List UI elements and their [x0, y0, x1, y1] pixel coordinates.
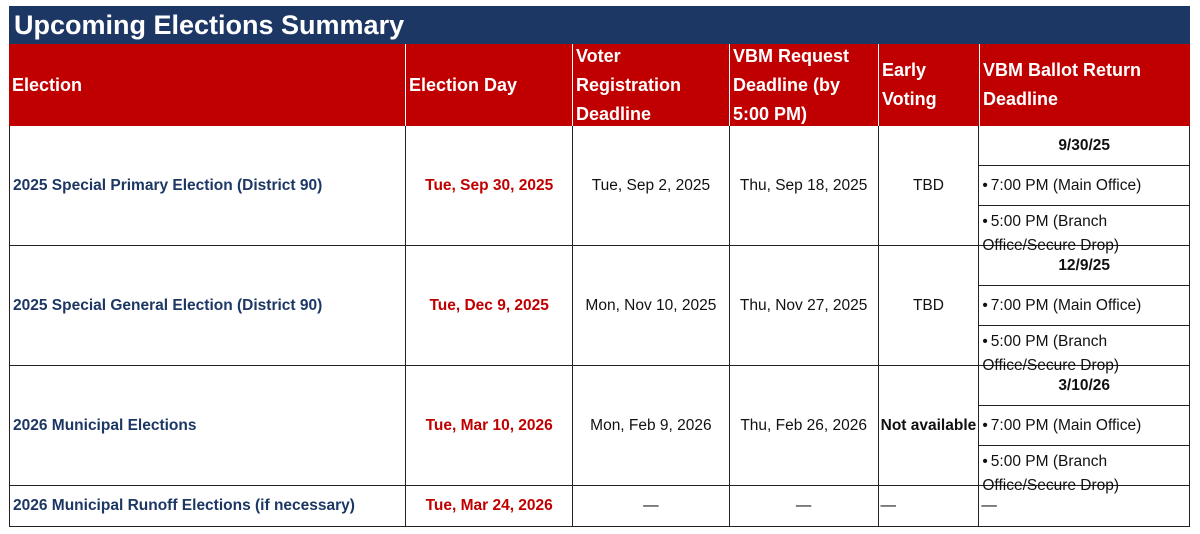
- vbm-return-deadline: [979, 246, 1189, 374]
- election-day: Tue, Sep 30, 2025: [406, 126, 573, 245]
- vbm-request-deadline: —: [730, 486, 879, 526]
- table-row: [10, 486, 1189, 527]
- return-date: 12/9/25: [979, 246, 1189, 286]
- early-voting: Not available: [879, 366, 980, 485]
- bullet: •: [982, 333, 988, 350]
- early-voting: TBD: [879, 126, 980, 245]
- return-main-office: [979, 166, 1189, 206]
- voter-registration-deadline: Tue, Sep 2, 2025: [573, 126, 730, 245]
- election-name: 2026 Municipal Elections: [10, 366, 406, 485]
- header-election-day: Election Day: [406, 44, 573, 126]
- return-branch-office: [979, 326, 1189, 374]
- return-main-label: 7:00 PM (Main Office): [990, 176, 1142, 194]
- return-branch-label: 5:00 PM (Branch Office/Secure Drop): [982, 453, 1120, 494]
- return-branch-office: [979, 206, 1189, 254]
- table-header: [9, 44, 1190, 126]
- header-vbm-request-deadline: VBM Request Deadline (by 5:00 PM): [730, 44, 879, 126]
- bullet: •: [982, 296, 988, 314]
- table-row: [10, 366, 1189, 494]
- return-branch-office: [979, 446, 1189, 494]
- election-day: Tue, Mar 10, 2026: [406, 366, 573, 485]
- return-branch-label: 5:00 PM (Branch Office/Secure Drop): [982, 213, 1120, 254]
- election-day: Tue, Mar 24, 2026: [406, 486, 573, 526]
- vbm-request-deadline: Thu, Sep 18, 2025: [730, 126, 879, 245]
- election-name: 2025 Special General Election (District 90): [10, 246, 406, 365]
- header-early-voting: Early Voting: [879, 44, 980, 126]
- return-main-office: [979, 286, 1189, 326]
- header-vbm-ballot-return-deadline: VBM Ballot Return Deadline: [983, 60, 1142, 109]
- voter-registration-deadline: Mon, Nov 10, 2025: [573, 246, 730, 365]
- election-day: Tue, Dec 9, 2025: [406, 246, 573, 365]
- vbm-return-deadline: [979, 366, 1189, 494]
- election-name: 2025 Special Primary Election (District 90): [10, 126, 406, 245]
- early-voting: —: [879, 486, 980, 526]
- page-title: Upcoming Elections Summary: [9, 6, 1190, 44]
- return-main-office: [979, 406, 1189, 446]
- header-election: Election: [9, 44, 406, 126]
- table-row: [10, 246, 1189, 374]
- bullet: •: [982, 453, 988, 470]
- table-row: [10, 126, 1189, 254]
- bullet: •: [982, 416, 988, 434]
- vbm-request-deadline: Thu, Nov 27, 2025: [730, 246, 879, 365]
- elections-summary: [9, 6, 1190, 527]
- early-voting: TBD: [879, 246, 980, 365]
- return-branch-label: 5:00 PM (Branch Office/Secure Drop): [982, 333, 1120, 374]
- vbm-request-deadline: Thu, Feb 26, 2026: [730, 366, 879, 485]
- election-name: 2026 Municipal Runoff Elections (if necessary): [10, 486, 406, 526]
- vbm-return-deadline: —: [981, 497, 997, 514]
- bullet: •: [982, 213, 988, 230]
- vbm-return-deadline: [979, 126, 1189, 254]
- return-date: 3/10/26: [979, 366, 1189, 406]
- bullet: •: [982, 176, 988, 194]
- return-main-label: 7:00 PM (Main Office): [990, 416, 1142, 434]
- return-date: 9/30/25: [979, 126, 1189, 166]
- return-main-label: 7:00 PM (Main Office): [990, 296, 1142, 314]
- voter-registration-deadline: —: [573, 486, 730, 526]
- table-body: [9, 126, 1190, 527]
- header-voter-registration-deadline: Voter Registration Deadline: [573, 44, 730, 126]
- voter-registration-deadline: Mon, Feb 9, 2026: [573, 366, 730, 485]
